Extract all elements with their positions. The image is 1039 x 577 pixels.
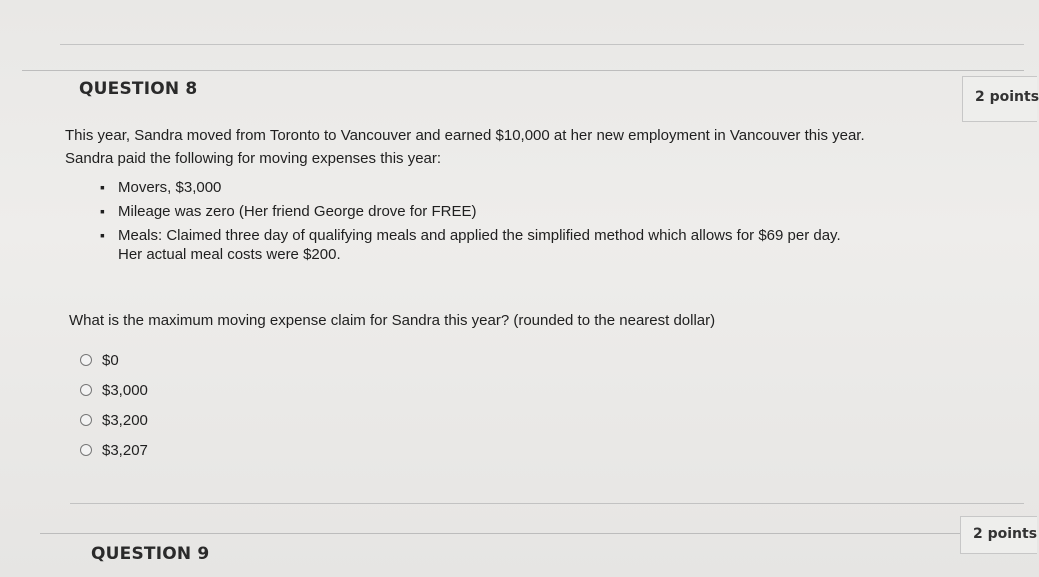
expense-item-text: Mileage was zero (Her friend George drove for FREE) [118, 203, 477, 220]
question-8-intro: This year, Sandra moved from Toronto to Vancouver and earned $10,000 at her new employment in Vancouver this year. [65, 127, 865, 144]
radio-button[interactable] [80, 414, 92, 426]
radio-button[interactable] [80, 354, 92, 366]
answer-option-label[interactable]: $3,207 [102, 441, 148, 459]
expense-item-text-continued: Her actual meal costs were $200. [118, 246, 341, 263]
question-8-title: QUESTION 8 [79, 79, 198, 99]
question-8-body [65, 126, 935, 269]
bullet-icon: ▪ [100, 179, 105, 195]
question-8-points: 2 points [962, 76, 1037, 122]
expense-list [65, 178, 935, 264]
expense-item-text: Meals: Claimed three day of qualifying meals and applied the simplified method which allows for $69 per day. [118, 227, 841, 244]
divider-question-9-top [40, 533, 1024, 534]
divider-bottom [70, 503, 1024, 504]
answer-option-label[interactable]: $3,000 [102, 381, 148, 399]
answer-option[interactable] [80, 345, 148, 375]
answer-options [80, 345, 148, 465]
question-9-title: QUESTION 9 [91, 544, 210, 564]
expense-item [100, 226, 935, 264]
answer-option-label[interactable]: $0 [102, 351, 119, 369]
question-8-prompt: What is the maximum moving expense claim for Sandra this year? (rounded to the nearest dollar) [69, 312, 716, 329]
question-8-paid-text: Sandra paid the following for moving expenses this year: [65, 150, 442, 167]
answer-option-label[interactable]: $3,200 [102, 411, 148, 429]
expense-item [100, 202, 935, 221]
question-9-points: 2 points [960, 516, 1037, 554]
answer-option[interactable] [80, 405, 148, 435]
answer-option[interactable] [80, 375, 148, 405]
expense-item-text: Movers, $3,000 [118, 179, 222, 196]
expense-item [100, 178, 935, 197]
divider-top [60, 44, 1024, 45]
bullet-icon: ▪ [100, 203, 105, 219]
radio-button[interactable] [80, 444, 92, 456]
answer-option[interactable] [80, 435, 148, 465]
radio-button[interactable] [80, 384, 92, 396]
divider-question-8-top [22, 70, 1024, 71]
bullet-icon: ▪ [100, 227, 105, 243]
